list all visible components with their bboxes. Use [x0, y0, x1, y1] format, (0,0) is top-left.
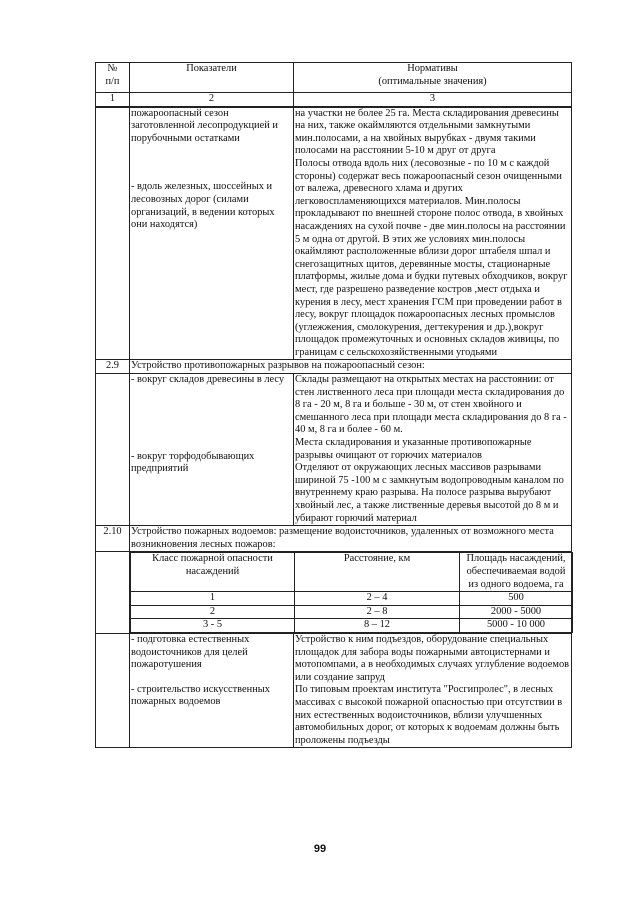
indicator-text: - вокруг складов древесины в лесу: [131, 374, 285, 386]
inner-cell: 2: [131, 605, 295, 619]
row-num: [96, 374, 130, 526]
section-title: Устройство противопожарных разрывов на пожароопасный сезон:: [130, 360, 572, 374]
inner-cell: 2 – 8: [295, 605, 460, 619]
indicator-cell: [130, 107, 294, 360]
indicator-text: - вдоль железных, шоссейных и лесовозных дорог (силами организаций, в ведении которых они находятся): [131, 181, 275, 231]
nested-table-cell: [130, 552, 572, 634]
indicator-text: - строительство искусственных пожарных водоемов: [131, 683, 270, 708]
inner-cell: 2 – 4: [295, 592, 460, 606]
indicator-text: - подготовка естественных водоисточников для целей пожаротушения: [131, 633, 250, 671]
inner-table-row: [131, 592, 573, 606]
section-title: Устройство пожарных водоемов: размещение водоисточников, удаленных от возможного места возникновения лесных пожаров:: [130, 526, 572, 552]
indicator-cell: [130, 374, 294, 526]
indicator-text: пожароопасный сезон заготовленной лесопродукцией и порубочными остатками: [131, 107, 278, 144]
header-num: № п/п: [96, 63, 130, 93]
section-title-row: [96, 526, 572, 552]
inner-cell: 3 - 5: [131, 619, 295, 633]
water-distance-table: [130, 552, 573, 633]
row-num: 2.10: [96, 526, 130, 552]
table-row: [96, 633, 572, 747]
inner-cell: 500: [460, 592, 573, 606]
header-indicators: Показатели: [130, 63, 294, 93]
indicator-cell: [130, 633, 294, 747]
norm-text: на участки не более 25 га. Места складирования древесины на них, также окаймляются отдельными замкнутыми мин.полосами, а на хвойных вырубках - двумя такими полосами на расстоянии 5-10 м друг от друга: [295, 107, 559, 157]
inner-table-row: [131, 619, 573, 633]
table-index-row: [96, 93, 572, 107]
header-norms: Нормативы (оптимальные значения): [294, 63, 572, 93]
row-num: [96, 107, 130, 360]
norm-text: Отделяют от окружающих лесных массивов разрывами шириной 75 -100 м с замкнутым водопроводным каналом по внутреннему краю разрыва. На полосе разрыва вырубают хвойный лес, а также лиственные деревья высотой до 8 м и убирают горючий материал: [295, 462, 564, 524]
table-row: [96, 107, 572, 360]
inner-header-row: [131, 553, 573, 592]
row-num: 2.9: [96, 360, 130, 374]
table-header-row: [96, 63, 572, 93]
index-cell: 2: [130, 93, 294, 107]
norm-text: Полосы отвода вдоль них (лесовозные - по 10 м с каждой стороны) содержат весь пожароопасный сезон очищенными от валежа, древесного хлама и других легковоспламеняющихся материалов. Мин.полосы прокладывают по внешней стороне полос отвода, в хвойных насаждениях на сухой почве - две мин.полосы на расстоянии 5 м одна от другой. В этих же условиях мин.полосы окаймляют расположенные вблизи дорог штабеля шпал и снегозащитных щитов, деревянные мосты, стационарные платформы, жилые дома и будки путевых обходчиков, вокруг мест, где разрешено разведение костров ,мест отдыха и курения в лесу, мест хранения ГСМ при проведении работ в лесу, вокруг площадок пожароопасных лесных промыслов (углежжения, смолокурения, дегтекурения и др.),вокруг площадок промежуточных и основных складов живицы, по границам с сельскохозяйственными угодьями: [295, 157, 568, 358]
indicator-text: - вокруг торфодобывающих предприятий: [131, 450, 255, 475]
inner-cell: 8 – 12: [295, 619, 460, 633]
page-number: 99: [313, 843, 327, 855]
section-title-row: [96, 360, 572, 374]
norms-table: [95, 62, 572, 748]
inner-cell: 1: [131, 592, 295, 606]
nested-table-row: [96, 552, 572, 634]
index-cell: 3: [294, 93, 572, 107]
inner-header-cell: Площадь насаждений, обеспечиваемая водой из одного водоема, га: [460, 553, 573, 592]
norm-cell: [294, 374, 572, 526]
norm-cell: [294, 107, 572, 360]
inner-table-row: [131, 605, 573, 619]
norm-text: Устройство к ним подъездов, оборудование специальных площадок для забора воды пожарными автоцистернами и мотопомпами, а в необходимых случаях углубление водоемов или создание запруд: [295, 633, 570, 683]
norm-text: Склады размещают на открытых местах на расстоянии: от стен лиственного леса при площади места складирования до 8 га - 20 м, 8 га и больше - 30 м, от стен хвойного и смешанного леса при площади места складирования до 8 га - 40 м, 8 га и более - 60 м.: [295, 374, 567, 436]
document-page: [95, 62, 571, 748]
table-row: [96, 374, 572, 526]
norm-text: По типовым проектам института "Росгипролес", в лесных массивах с высокой пожарной опасностью при отсутствии в них естественных водоисточников, вблизи улучшенных автомобильных дорог, от которых к водоемам должны быть проложены подъезды: [295, 684, 563, 746]
index-cell: 1: [96, 93, 130, 107]
inner-header-cell: Расстояние, км: [295, 553, 460, 592]
row-num: [96, 633, 130, 747]
norm-text: Места складирования и указанные противопожарные разрывы очищают от горючих материалов: [295, 437, 532, 461]
norm-cell: [294, 633, 572, 747]
inner-cell: 2000 - 5000: [460, 605, 573, 619]
inner-cell: 5000 - 10 000: [460, 619, 573, 633]
inner-header-cell: Класс пожарной опасности насаждений: [131, 553, 295, 592]
row-num: [96, 552, 130, 634]
